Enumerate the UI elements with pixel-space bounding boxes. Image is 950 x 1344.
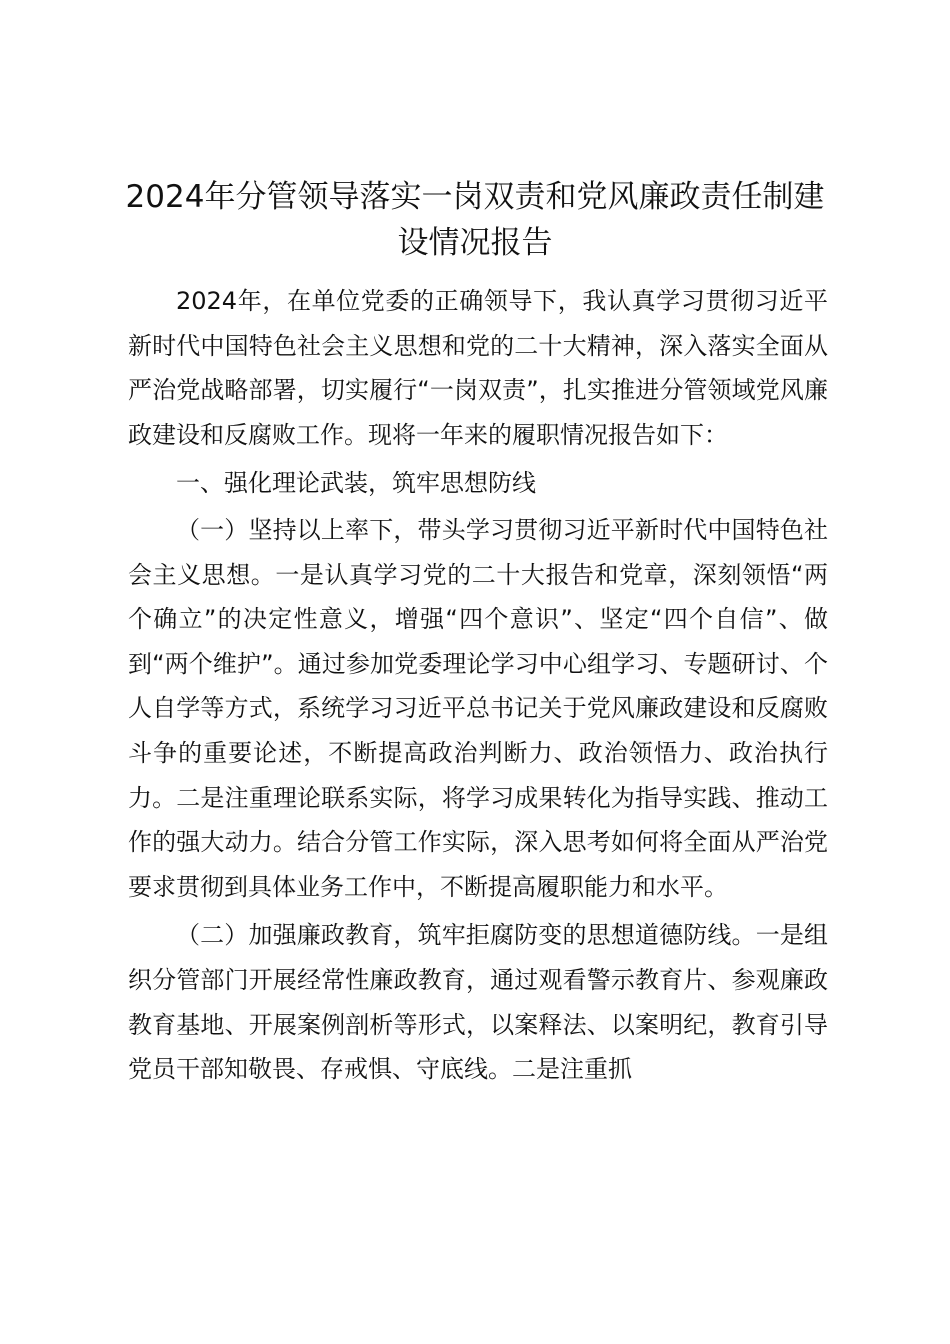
subsection-paragraph-2: （二）加强廉政教育，筑牢拒腐防变的思想道德防线。一是组织分管部门开展经常性廉政教育，通过观看警示教育片、参观廉政教育基地、开展案例剖析等形式，以案释法、以案明纪，教育引导党员干部知敬畏、存戒惧、守底线。二是注重抓: [128, 921, 828, 1084]
intro-paragraph: 2024年，在单位党委的正确领导下，我认真学习贯彻习近平新时代中国特色社会主义思想和党的二十大精神，深入落实全面从严治党战略部署，切实履行“一岗双责”，扎实推进分管领域党风廉政建设和反腐败工作。现将一年来的履职情况报告如下：: [128, 287, 828, 449]
document-body: [128, 279, 828, 1092]
document-title: 2024年分管领导落实一岗双责和党风廉政责任制建设情况报告: [125, 179, 825, 261]
subsection-paragraph-1: （一）坚持以上率下，带头学习贯彻习近平新时代中国特色社会主义思想。一是认真学习党的二十大报告和党章，深刻领悟“两个确立”的决定性意义，增强“四个意识”、坚定“四个自信”、做到“两个维护”。通过参加党委理论学习中心组学习、专题研讨、个人自学等方式，系统学习习近平总书记关于党风廉政建设和反腐败斗争的重要论述，不断提高政治判断力、政治领悟力、政治执行力。二是注重理论联系实际，将学习成果转化为指导实践、推动工作的强大动力。结合分管工作实际，深入思考如何将全面从严治党要求贯彻到具体业务工作中，不断提高履职能力和水平。: [128, 515, 828, 901]
section-heading-1: 一、强化理论武装，筑牢思想防线: [176, 469, 536, 498]
